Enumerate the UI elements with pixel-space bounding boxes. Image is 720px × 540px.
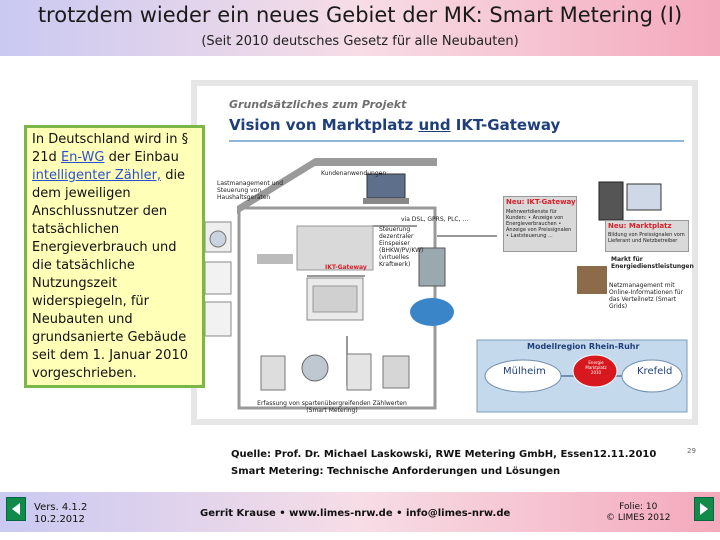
label-netzmanagement: Netzmanagement mit Online-Informationen für das Verteilnetz (Smart Grids)	[609, 282, 684, 310]
label-steuerung: Steuerung dezentraler Einspeiser (BHKW/PV/KW) (virtuelles Kraftwerk)	[379, 226, 424, 268]
textbox-text-2: der Einbau	[104, 150, 179, 165]
textbox-text-3: die dem jeweiligen Anschlussnutzer den tatsächlichen Energieverbrauch und die tatsächliche Nutzungszeit widerspiegeln, für Neubauten und grundsanierte Gebäude seit dem 1. Januar 2010 vorgeschrieben.	[32, 168, 188, 381]
ikt-panel-text: Mehrwertdienste für Kunden: • Anzeige von Energieverbrauchen • Anzeige von Preissignalen • Laststeuerung ...	[506, 209, 572, 239]
label-krefeld: Krefeld	[637, 366, 673, 377]
slide-heading-small: Grundsätzliches zum Projekt	[229, 98, 407, 111]
diagram-graphics	[197, 86, 692, 419]
info-textbox	[24, 125, 205, 388]
label-markt-energie: Markt für Energiedienstleistungen	[611, 256, 694, 270]
version-info	[34, 502, 87, 526]
copyright-label: © LIMES 2012	[606, 513, 671, 523]
ikt-panel-title: Neu: IKT-Gateway	[506, 198, 576, 206]
ikt-gateway-panel	[503, 196, 577, 252]
label-via: via DSL, GPRS, PLC, ...	[401, 216, 469, 223]
source-line-2: Smart Metering: Technische Anforderungen und Lösungen	[231, 466, 561, 477]
next-slide-button[interactable]	[694, 497, 714, 521]
enwg-link[interactable]: En-WG	[60, 150, 105, 165]
footer-slide-info	[606, 502, 670, 524]
intelligente-zaehler-link[interactable]: intelligenter Zähler,	[32, 168, 162, 183]
folie-number: Folie: 10	[619, 502, 658, 512]
slide-title: trotzdem wieder ein neues Gebiet der MK: Smart Metering (I)	[37, 3, 683, 27]
textbox-text-1: In Deutschland wird in § 21d	[32, 132, 189, 165]
slide-page-number: 29	[687, 447, 696, 455]
footer-contact: Gerrit Krause • www.limes-nrw.de • info@limes-nrw.de	[200, 508, 511, 519]
version-label: Vers. 4.1.2	[34, 502, 88, 513]
previous-slide-button[interactable]	[6, 497, 26, 521]
label-lastmanagement: Lastmanagement und Steuerung von Haushaltsgeräten	[217, 180, 284, 201]
date-label: 10.2.2012	[34, 514, 85, 525]
label-energie-marktplatz: Energie Marktplatz 2010	[585, 360, 607, 375]
source-line-1: Quelle: Prof. Dr. Michael Laskowski, RWE Metering GmbH, Essen12.11.2010	[231, 449, 657, 460]
slide-heading-large: Vision von Marktplatz und IKT-Gateway	[229, 116, 561, 134]
label-kundenanwendungen: Kundenanwendungen	[321, 170, 387, 177]
label-ikt-gateway: IKT-Gateway	[325, 264, 367, 271]
label-erfassung: Erfassung von spartenübergreifenden Zählwerten (Smart Metering)	[257, 400, 407, 414]
marktplatz-panel	[605, 220, 689, 252]
markt-panel-title: Neu: Marktplatz	[608, 222, 672, 230]
markt-panel-text: Bildung von Preissignalen vom Lieferant und Netzbetreiber	[608, 232, 685, 244]
label-muelheim: Mülheim	[503, 366, 546, 377]
arrow-left-icon	[7, 498, 25, 520]
footer-bar	[0, 492, 720, 532]
source-citation	[231, 446, 656, 480]
slide-subtitle: (Seit 2010 deutsches Gesetz für alle Neubauten)	[201, 34, 519, 49]
arrow-right-icon	[695, 498, 713, 520]
label-modellregion: Modellregion Rhein-Ruhr	[527, 342, 640, 351]
embedded-slide-image	[191, 80, 698, 425]
